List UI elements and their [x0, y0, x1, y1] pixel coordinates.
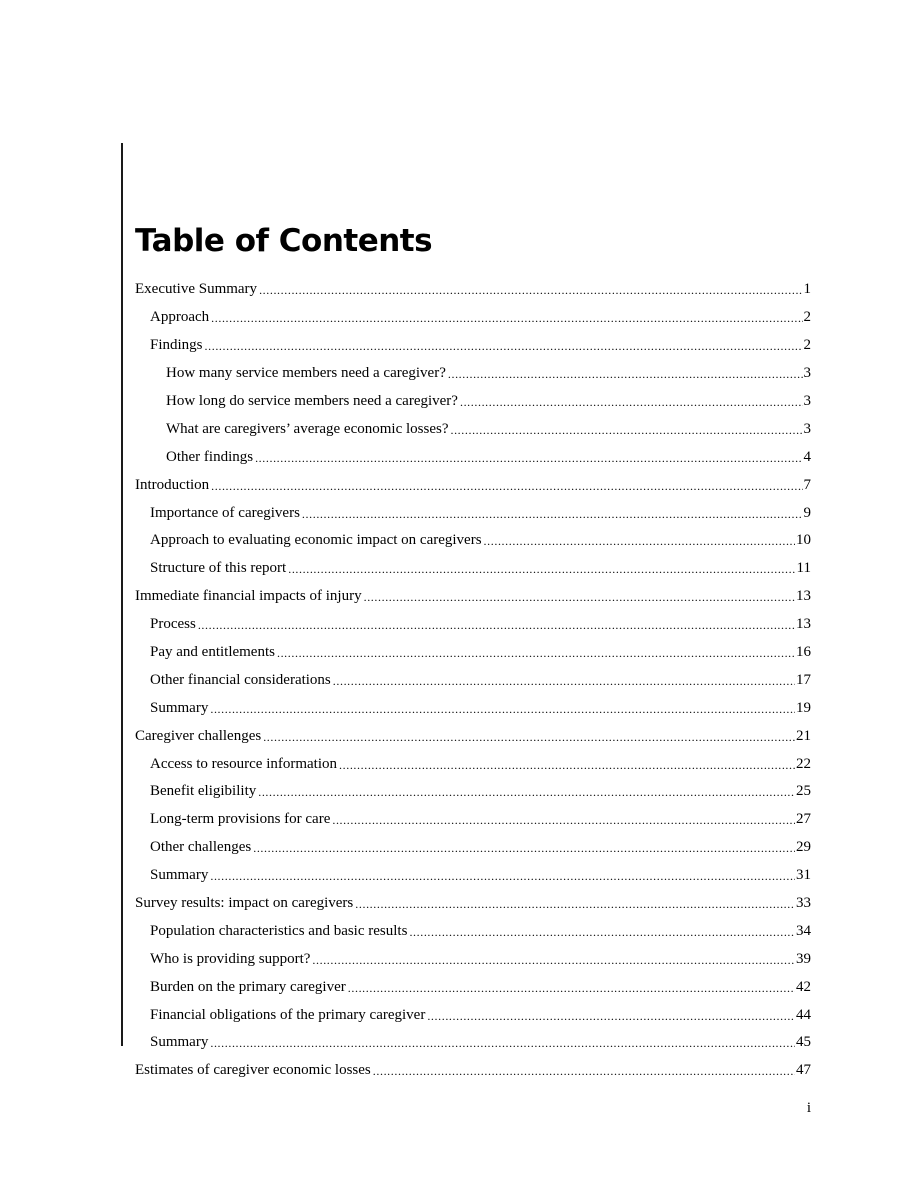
toc-entry-title: Other financial considerations [150, 671, 331, 688]
toc-entry[interactable] [135, 527, 811, 555]
toc-entry-page-number: 9 [803, 504, 811, 521]
toc-entry[interactable] [135, 890, 811, 918]
dot-leader [255, 451, 802, 466]
dot-leader [259, 283, 802, 298]
toc-entry-page-number: 1 [803, 281, 811, 298]
toc-entry[interactable] [135, 388, 811, 416]
dot-leader [348, 981, 795, 996]
toc-entry-title: How long do service members need a caregiver? [166, 393, 458, 409]
toc-entry-page-number: 13 [796, 588, 811, 605]
toc-entry[interactable] [135, 471, 811, 499]
toc-entry-page-number: 3 [803, 393, 811, 409]
toc-entry-page-number: 10 [796, 532, 811, 549]
toc-entry-title: Structure of this report [150, 560, 287, 577]
toc-entry-page-number: 21 [796, 727, 811, 744]
toc-entry[interactable] [135, 806, 811, 834]
toc-entry-title: Other challenges [150, 839, 252, 856]
toc-entry[interactable] [135, 499, 811, 527]
toc-entry-page-number: 2 [803, 337, 811, 354]
toc-entry-title: Pay and entitlements [150, 644, 275, 661]
dot-leader [448, 367, 803, 382]
dot-leader [427, 1009, 795, 1024]
dot-leader [373, 1064, 795, 1079]
toc-entry-title: Survey results: impact on caregivers [135, 895, 354, 912]
toc-entry[interactable] [135, 1029, 811, 1057]
toc-entry-title: Caregiver challenges [135, 727, 262, 744]
toc-entry[interactable] [135, 332, 811, 360]
toc-entry[interactable] [135, 443, 811, 471]
toc-entry-title: Findings [150, 337, 203, 354]
toc-entry[interactable] [135, 611, 811, 639]
toc-entry-page-number: 16 [796, 644, 811, 661]
toc-entry-title: How many service members need a caregiver? [166, 365, 446, 382]
page-number: i [806, 1100, 811, 1116]
toc-entry-page-number: 3 [803, 420, 811, 437]
toc-entry-page-number: 11 [796, 560, 811, 577]
toc-entry-title: Estimates of caregiver economic losses [135, 1062, 371, 1079]
toc-entry[interactable] [135, 834, 811, 862]
dot-leader [211, 311, 802, 326]
dot-leader [333, 674, 795, 689]
toc-entry-page-number: 44 [796, 1006, 811, 1023]
toc-entry-page-number: 29 [796, 839, 811, 856]
toc-entry[interactable] [135, 639, 811, 667]
dot-leader [460, 395, 803, 410]
toc-entry-page-number: 34 [796, 922, 811, 939]
dot-leader [312, 953, 795, 968]
toc-entry-title: Financial obligations of the primary caregiver [150, 1006, 426, 1023]
toc-entry-title: Process [150, 616, 196, 633]
toc-entry[interactable] [135, 360, 811, 388]
toc-entry-title: Summary [150, 867, 209, 884]
toc-entry-page-number: 33 [796, 895, 811, 912]
toc-entry[interactable] [135, 276, 811, 304]
toc-entry[interactable] [135, 945, 811, 973]
dot-leader [210, 1036, 795, 1051]
toc-entry-title: Approach [150, 309, 210, 326]
toc-entry-page-number: 47 [796, 1062, 811, 1079]
toc-entry-title: Burden on the primary caregiver [150, 978, 346, 995]
dot-leader [211, 479, 802, 494]
toc-entry[interactable] [135, 694, 811, 722]
dot-leader [339, 758, 795, 773]
toc-entry-page-number: 2 [803, 309, 811, 326]
toc-entry[interactable] [135, 415, 811, 443]
dot-leader [355, 897, 795, 912]
dot-leader [258, 785, 795, 800]
dot-leader [484, 534, 795, 549]
toc-entry[interactable] [135, 1057, 811, 1085]
toc-entry-page-number: 17 [796, 671, 811, 688]
toc-entry-title: Immediate financial impacts of injury [135, 588, 362, 605]
toc-entry[interactable] [135, 917, 811, 945]
toc-entry-title: Who is providing support? [150, 950, 311, 967]
dot-leader [409, 925, 795, 940]
dot-leader [332, 813, 795, 828]
dot-leader [364, 590, 795, 605]
toc-entry[interactable] [135, 304, 811, 332]
dot-leader [210, 869, 795, 884]
toc-entry-page-number: 13 [796, 616, 811, 633]
toc-entry-title: What are caregivers’ average economic losses? [166, 420, 449, 437]
dot-leader [450, 423, 802, 438]
dot-leader [277, 646, 795, 661]
toc-entry-title: Access to resource information [150, 755, 338, 772]
toc-entry-page-number: 31 [796, 867, 811, 884]
toc-entry-title: Population characteristics and basic results [150, 922, 408, 939]
toc-entry-title: Executive Summary [135, 281, 258, 298]
toc-entry[interactable] [135, 555, 811, 583]
toc-entry-title: Introduction [135, 476, 210, 493]
toc-entry[interactable] [135, 750, 811, 778]
toc-entry-title: Approach to evaluating economic impact on caregivers [150, 532, 482, 549]
toc-entry-page-number: 3 [803, 365, 811, 382]
toc-entry[interactable] [135, 1001, 811, 1029]
dot-leader [210, 702, 795, 717]
toc-entry[interactable] [135, 722, 811, 750]
dot-leader [198, 618, 795, 633]
toc-entry-page-number: 7 [803, 476, 811, 493]
toc-entry-title: Long-term provisions for care [150, 811, 331, 828]
toc-entry-page-number: 45 [796, 1034, 811, 1051]
dot-leader [288, 562, 795, 577]
dot-leader [253, 841, 795, 856]
dot-leader [263, 730, 795, 745]
dot-leader [205, 339, 803, 354]
toc-entry-title: Benefit eligibility [150, 783, 257, 800]
toc-entry[interactable] [135, 973, 811, 1001]
toc-entry-page-number: 39 [796, 950, 811, 967]
left-margin-rule [121, 143, 123, 1046]
toc-entry-title: Other findings [166, 448, 254, 465]
toc-entry[interactable] [135, 862, 811, 890]
toc-entry-page-number: 22 [796, 755, 811, 772]
page-title: Table of Contents [135, 223, 433, 259]
toc-entry-title: Summary [150, 1034, 209, 1051]
toc-entry-page-number: 19 [796, 699, 811, 716]
toc-entry-page-number: 42 [796, 978, 811, 995]
toc-entry-title: Importance of caregivers [150, 504, 300, 521]
toc-entry-page-number: 27 [796, 811, 811, 828]
toc-entry[interactable] [135, 666, 811, 694]
toc-entry-title: Summary [150, 699, 209, 716]
dot-leader [302, 507, 803, 522]
table-of-contents [135, 276, 811, 1085]
toc-entry-page-number: 4 [803, 448, 811, 465]
toc-entry[interactable] [135, 778, 811, 806]
toc-entry[interactable] [135, 583, 811, 611]
toc-entry-page-number: 25 [796, 783, 811, 800]
